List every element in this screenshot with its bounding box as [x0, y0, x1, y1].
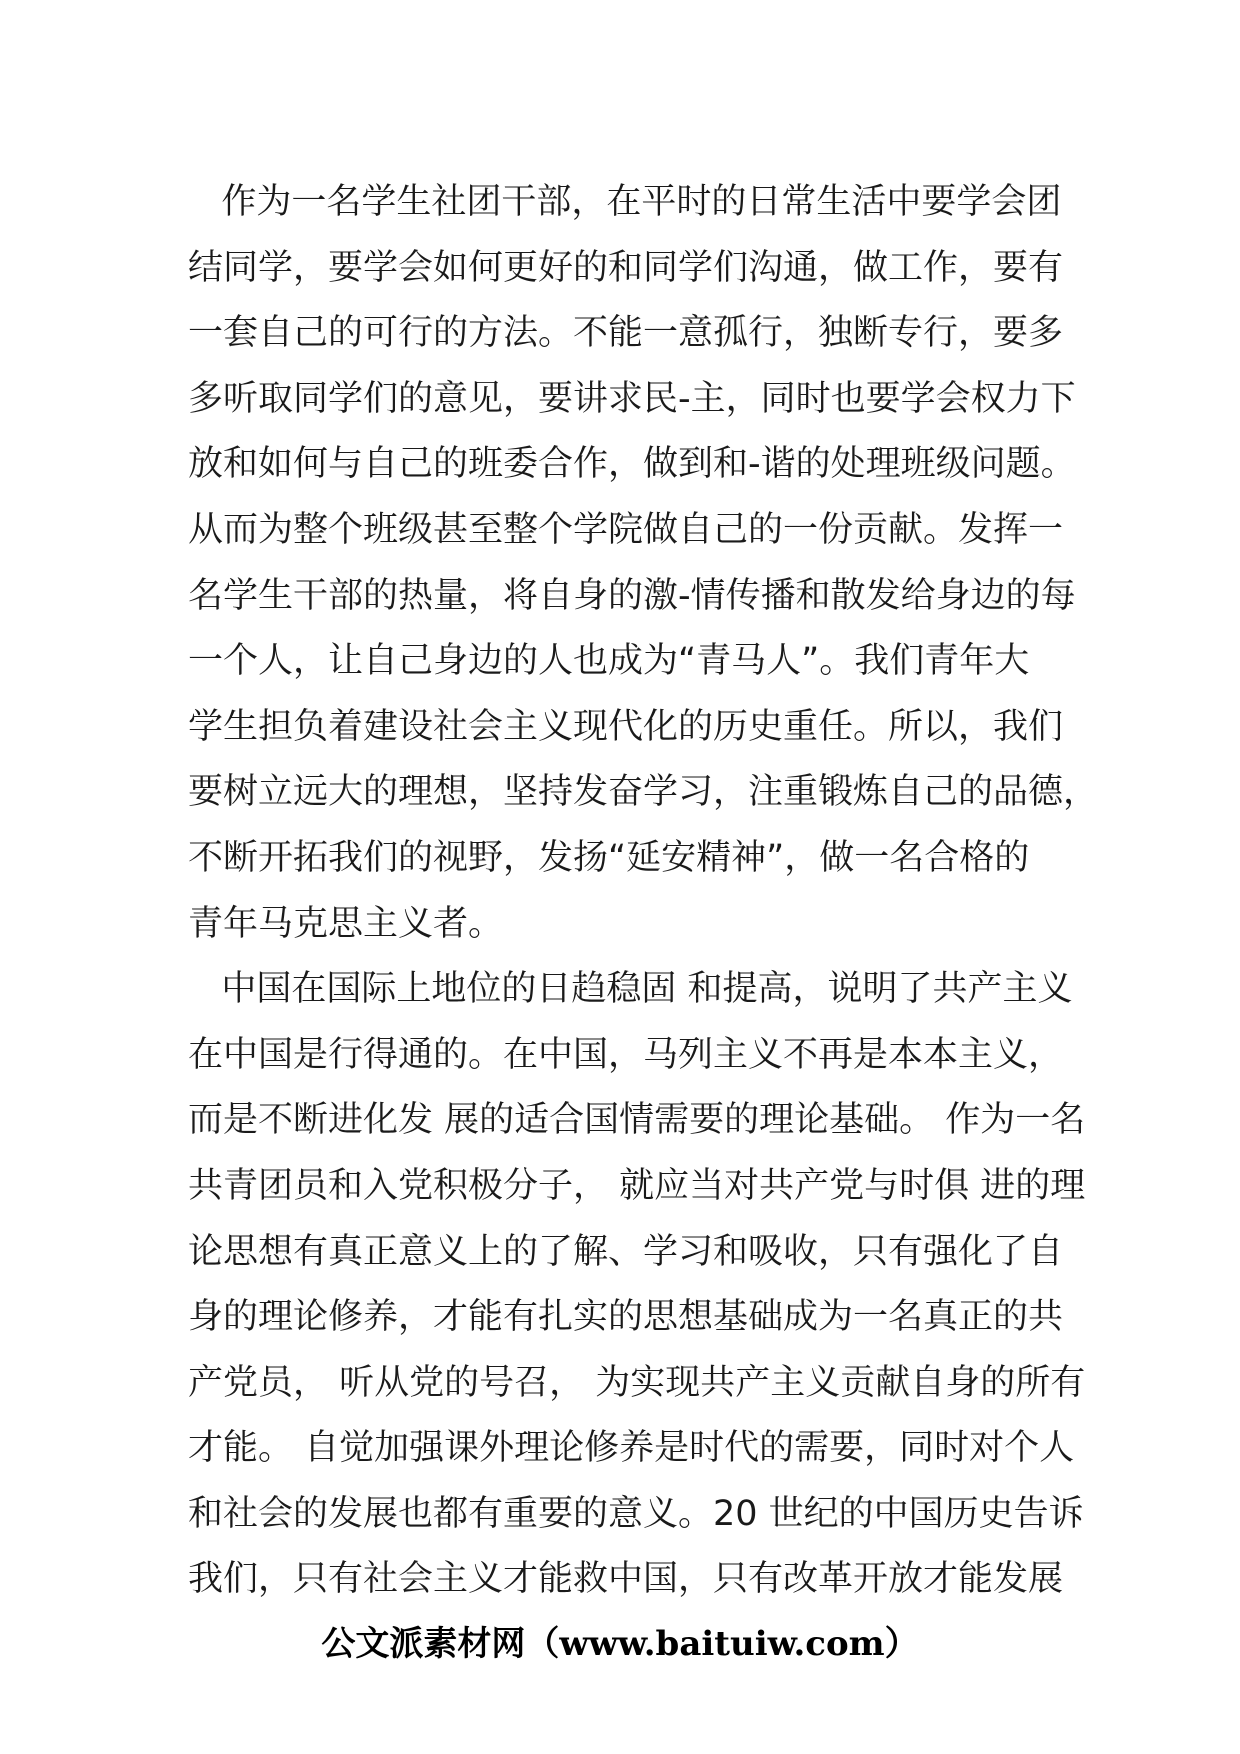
text-line: 青年马克思主义者。 — [188, 903, 504, 944]
text-line: 身的理论修养，才能有扎实的思想基础成为一名真正的共 — [188, 1297, 1064, 1338]
text-line: 学生担负着建设社会主义现代化的历史重任。所以，我们 — [188, 706, 1064, 747]
text-line: 多听取同学们的意见，要讲求民-主，同时也要学会权力下 — [188, 378, 1076, 419]
text-line: 要树立远大的理想，坚持发奋学习，注重锻炼自己的品德， — [188, 772, 1099, 813]
text-line: 一个人，让自己身边的人也成为“青马人”。我们青年大 — [188, 641, 1030, 682]
text-line: 结同学，要学会如何更好的和同学们沟通，做工作，要有 — [188, 247, 1064, 288]
text-line: 一套自己的可行的方法。不能一意孤行，独断专行，要多 — [188, 313, 1064, 354]
text-line: 而是不断进化发 展的适合国情需要的理论基础。 作为一名 — [188, 1100, 1086, 1141]
text-line: 作为一名学生社团干部，在平时的日常生活中要学会团 — [188, 182, 1062, 222]
text-line: 产党员， 听从党的号召， 为实现共产主义贡献自身的所有 — [188, 1362, 1086, 1403]
text-line: 共青团员和入党积极分子， 就应当对共产党与时俱 进的理 — [188, 1165, 1086, 1206]
text-line: 中国在国际上地位的日趋稳固 和提高，说明了共产主义 — [188, 969, 1073, 1010]
page-footer-watermark: 公文派素材网（www.baituiw.com） — [321, 1624, 919, 1664]
text-line: 和社会的发展也都有重要的意义。20 世纪的中国历史告诉 — [188, 1493, 1084, 1534]
text-line: 我们，只有社会主义才能救中国，只有改革开放才能发展 — [188, 1559, 1064, 1600]
text-line: 放和如何与自己的班委合作，做到和-谐的处理班级问题。 — [188, 444, 1076, 485]
text-line: 名学生干部的热量，将自身的激-情传播和散发给身边的每 — [188, 575, 1076, 616]
text-line: 论思想有真正意义上的了解、学习和吸收，只有强化了自 — [188, 1231, 1064, 1272]
text-line: 在中国是行得通的。在中国，马列主义不再是本本主义， — [188, 1034, 1064, 1075]
text-line: 从而为整个班级甚至整个学院做自己的一份贡献。发挥一 — [188, 509, 1064, 550]
body-text — [188, 170, 1099, 1613]
text-line: 不断开拓我们的视野，发扬“延安精神”，做一名合格的 — [188, 837, 1030, 878]
text-line: 才能。 自觉加强课外理论修养是时代的需要，同时对个人 — [188, 1428, 1075, 1469]
